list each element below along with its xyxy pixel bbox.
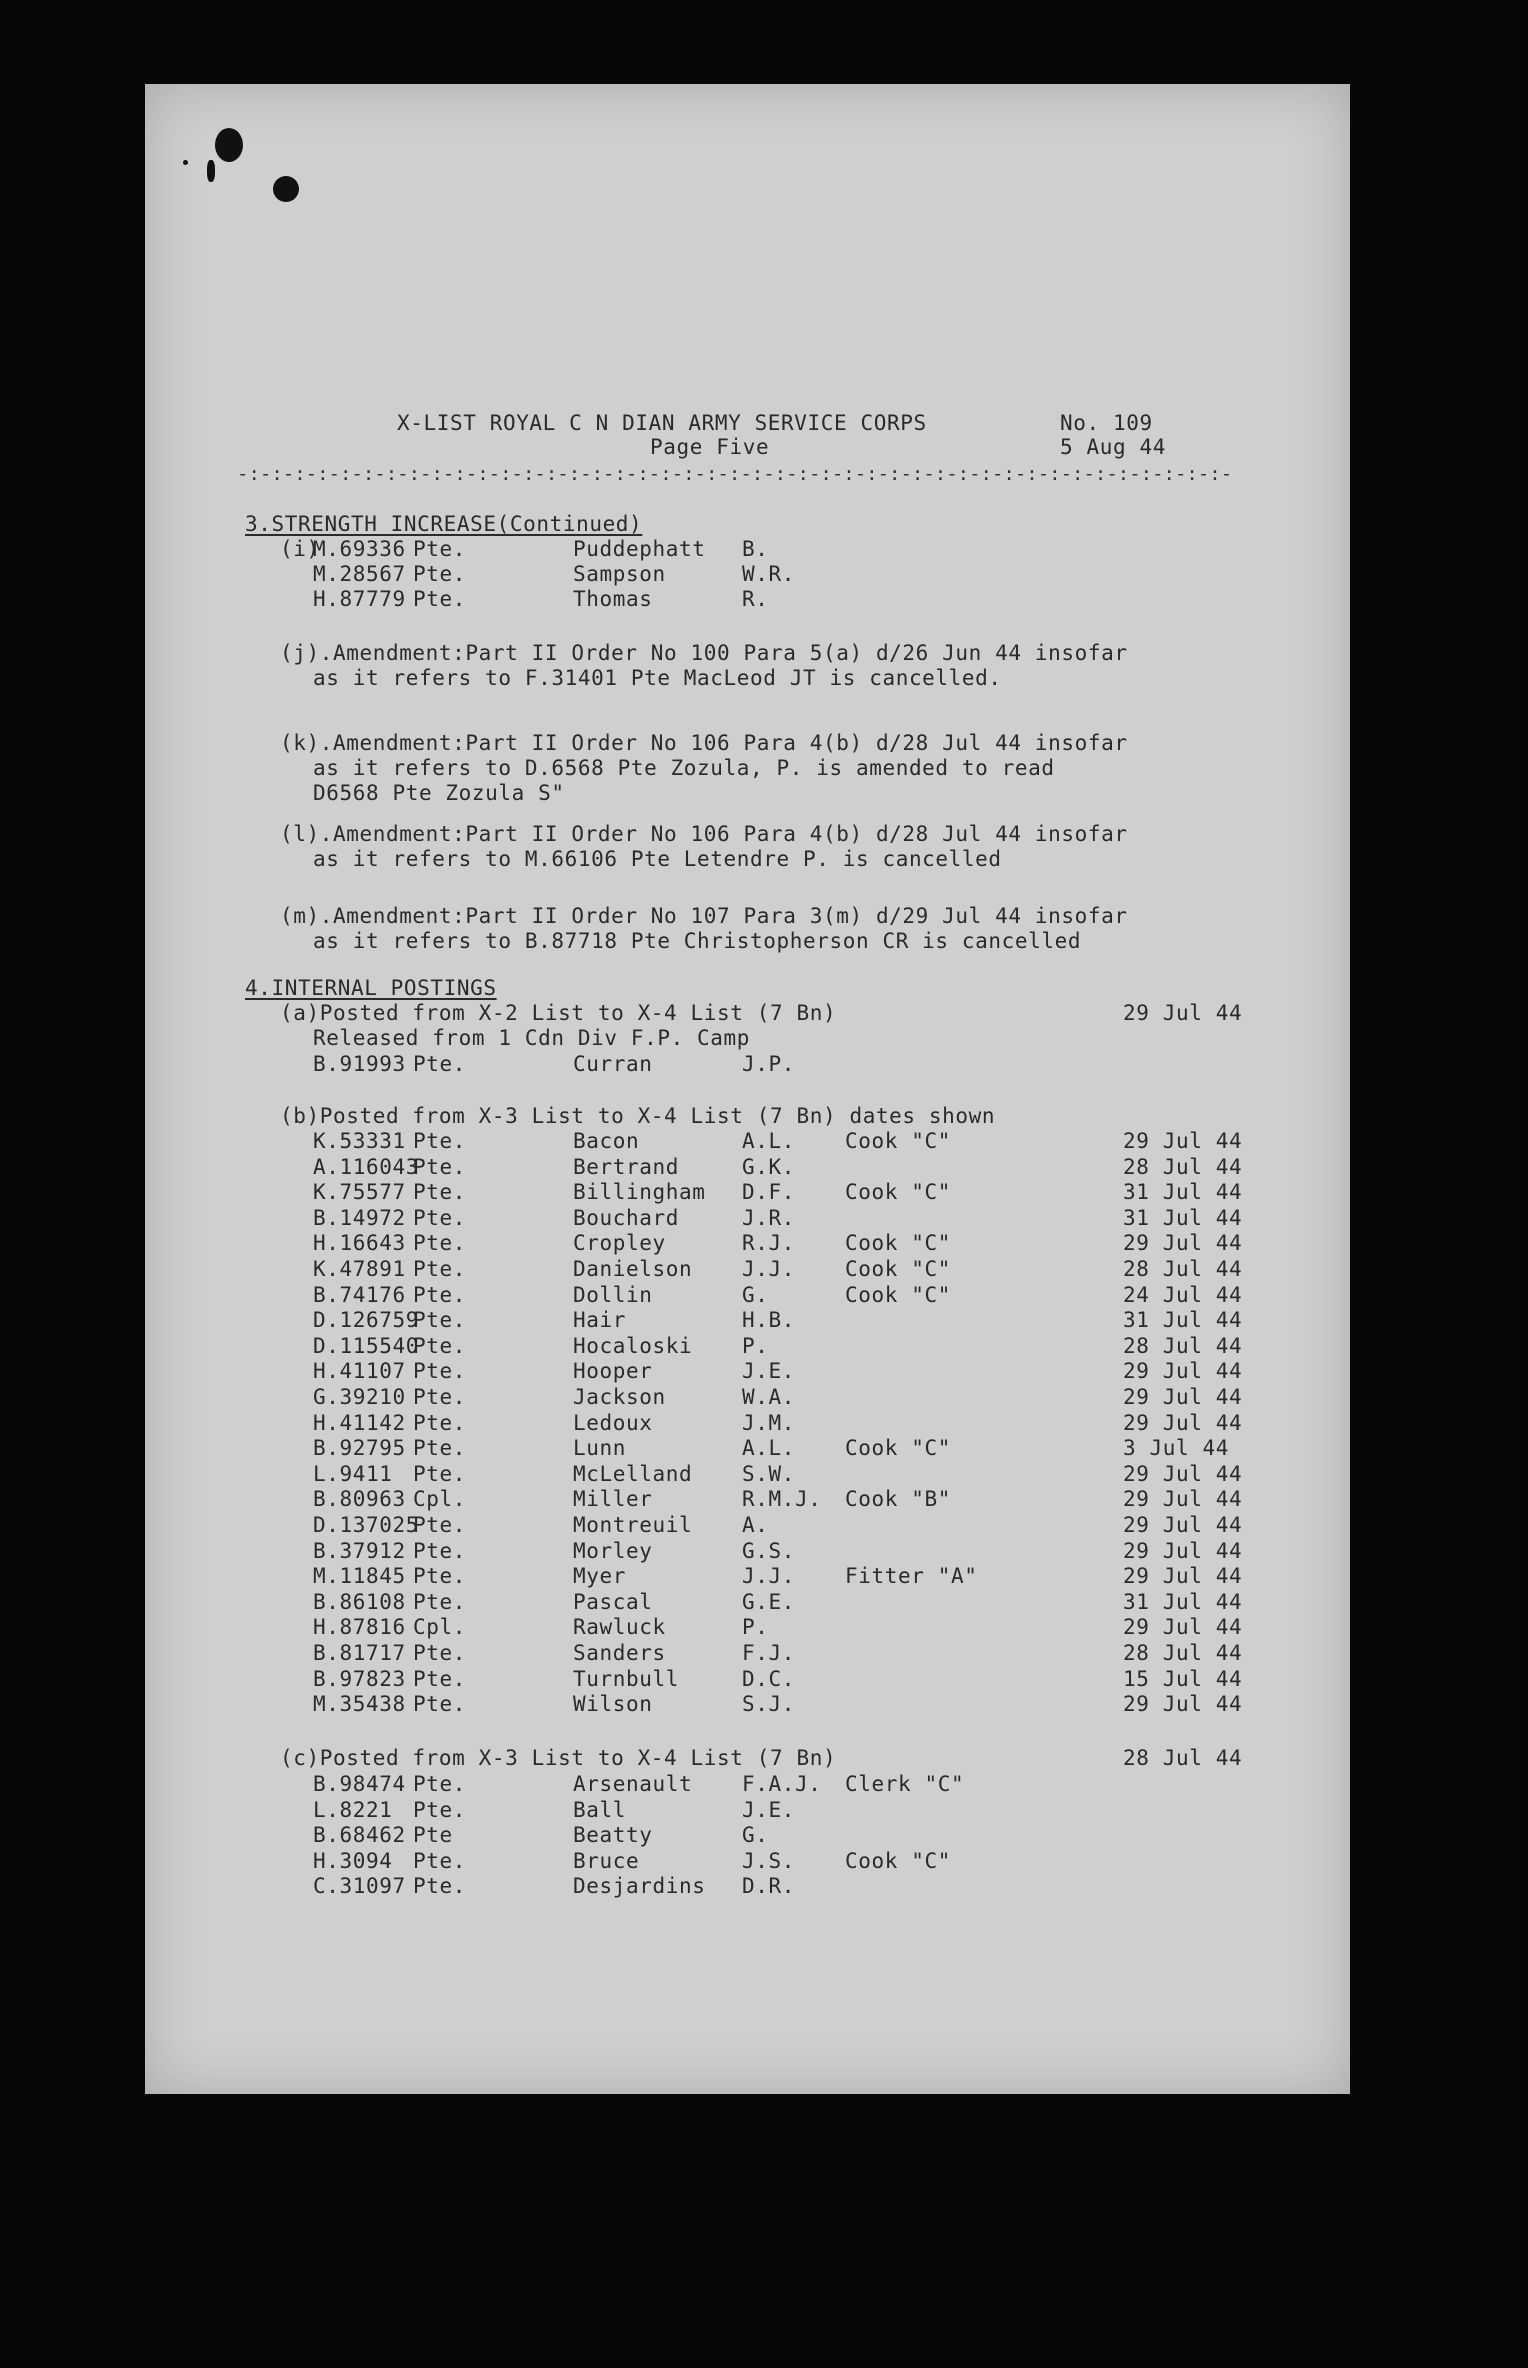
cell-rank: Pte. (413, 1692, 466, 1717)
table-row (145, 1180, 1350, 1206)
cell-init: J.J. (742, 1257, 795, 1281)
cell-no: H.16643 (313, 1231, 406, 1256)
cell-no: D.115540 (313, 1333, 419, 1358)
table-row (145, 1155, 1350, 1181)
cell-date: 29 Jul 44 (1123, 1513, 1243, 1537)
cell-name: Sampson (573, 562, 666, 586)
table-row (145, 1513, 1350, 1539)
cell-no: H.41107 (313, 1359, 406, 1384)
amendment-line2: as it refers to D.6568 Pte Zozula, P. is amended to read (313, 756, 1055, 780)
amendment-line1: (k).Amendment:Part II Order No 106 Para 4(b) d/28 Jul 44 insofar (280, 731, 1128, 755)
cell-init: J.E. (742, 1359, 795, 1384)
cell-rank: Pte. (413, 1231, 466, 1256)
cell-init: R. (742, 587, 769, 611)
table-row (145, 1283, 1350, 1309)
ink-blot (183, 160, 188, 165)
cell-date: 29 Jul 44 (1123, 1231, 1243, 1256)
cell-init: R.J. (742, 1231, 795, 1256)
table-row (145, 1590, 1350, 1616)
table-row (145, 1667, 1350, 1693)
cell-date: 29 Jul 44 (1123, 1538, 1243, 1563)
posting-a-date: 29 Jul 44 (1123, 1001, 1243, 1025)
cell-name: Miller (573, 1487, 653, 1512)
cell-init: S.W. (742, 1461, 795, 1486)
cell-init: D.R. (742, 1874, 795, 1899)
cell-no: A.116043 (313, 1154, 419, 1179)
cell-no: L.8221 (313, 1797, 393, 1822)
order-number: No. 109 (1060, 411, 1153, 435)
cell-name: Thomas (573, 587, 653, 611)
table-row (145, 587, 1350, 613)
table-row (145, 1849, 1350, 1875)
cell-no: D.137025 (313, 1513, 419, 1537)
cell-name: Rawluck (573, 1615, 666, 1640)
cell-rank: Pte. (413, 1436, 466, 1461)
section-4-heading: 4.INTERNAL POSTINGS (245, 976, 497, 1000)
cell-no: B.91993 (313, 1052, 406, 1076)
cell-rank: Pte. (413, 1797, 466, 1822)
posting-b-line: (b)Posted from X-3 List to X-4 List (7 Bn) dates shown (280, 1104, 996, 1128)
cell-name: Curran (573, 1052, 653, 1076)
cell-name: Turnbull (573, 1666, 679, 1691)
cell-name: McLelland (573, 1461, 693, 1486)
cell-date: 15 Jul 44 (1123, 1666, 1243, 1691)
cell-rank: Pte. (413, 1564, 466, 1589)
cell-init: J.P. (742, 1052, 795, 1076)
cell-name: Ball (573, 1797, 626, 1822)
cell-name: Lunn (573, 1436, 626, 1461)
cell-init: J.M. (742, 1410, 795, 1435)
cell-name: Beatty (573, 1823, 653, 1848)
cell-name: Montreuil (573, 1513, 693, 1537)
table-row (145, 1874, 1350, 1900)
table-row (145, 1129, 1350, 1155)
cell-rank: Pte. (413, 1874, 466, 1899)
cell-name: Bertrand (573, 1154, 679, 1179)
table-row (145, 1436, 1350, 1462)
cell-init: J.J. (742, 1564, 795, 1589)
cell-date: 31 Jul 44 (1123, 1205, 1243, 1230)
cell-init: P. (742, 1333, 769, 1358)
cell-rank: Pte. (413, 1589, 466, 1614)
cell-name: Bacon (573, 1129, 640, 1153)
cell-init: R.M.J. (742, 1487, 822, 1512)
cell-no: B.68462 (313, 1823, 406, 1848)
table-row (145, 1487, 1350, 1513)
cell-rank: Pte. (413, 1333, 466, 1358)
table-row (145, 1308, 1350, 1334)
table-row (145, 1052, 1350, 1078)
cell-trade: Fitter "A" (845, 1564, 978, 1589)
cell-rank: Pte. (413, 1848, 466, 1873)
cell-name: Hocaloski (573, 1333, 693, 1358)
cell-rank: Pte. (413, 1282, 466, 1307)
cell-no: M.11845 (313, 1564, 406, 1589)
cell-rank: Pte. (413, 537, 466, 561)
cell-init: P. (742, 1615, 769, 1640)
cell-no: B.74176 (313, 1282, 406, 1307)
table-row (145, 1359, 1350, 1385)
cell-init: A.L. (742, 1129, 795, 1153)
cell-no: H.87816 (313, 1615, 406, 1640)
cell-init: G.K. (742, 1154, 795, 1179)
cell-init: A. (742, 1513, 769, 1537)
cell-init: G.E. (742, 1589, 795, 1614)
cell-name: Myer (573, 1564, 626, 1589)
cell-no: B.37912 (313, 1538, 406, 1563)
ink-blot (273, 176, 299, 202)
cell-name: Pascal (573, 1589, 653, 1614)
cell-date: 29 Jul 44 (1123, 1410, 1243, 1435)
cell-no: C.31097 (313, 1874, 406, 1899)
cell-init: D.C. (742, 1666, 795, 1691)
cell-init: G.S. (742, 1538, 795, 1563)
cell-rank: Pte. (413, 1180, 466, 1205)
cell-no: B.92795 (313, 1436, 406, 1461)
cell-name: Morley (573, 1538, 653, 1563)
cell-name: Wilson (573, 1692, 653, 1717)
amendment-line2: as it refers to B.87718 Pte Christopherson CR is cancelled (313, 929, 1082, 953)
table-row (145, 1641, 1350, 1667)
cell-init: H.B. (742, 1308, 795, 1333)
cell-date: 31 Jul 44 (1123, 1308, 1243, 1333)
cell-trade: Clerk "C" (845, 1772, 965, 1796)
posting-c-line: (c)Posted from X-3 List to X-4 List (7 Bn) (280, 1746, 837, 1770)
cell-name: Hair (573, 1308, 626, 1333)
cell-rank: Pte. (413, 1308, 466, 1333)
cell-name: Cropley (573, 1231, 666, 1256)
cell-rank: Pte. (413, 587, 466, 611)
cell-name: Billingham (573, 1180, 706, 1205)
cell-no: B.86108 (313, 1589, 406, 1614)
amendment-line2: as it refers to F.31401 Pte MacLeod JT is cancelled. (313, 666, 1002, 690)
cell-init: J.R. (742, 1205, 795, 1230)
cell-init: S.J. (742, 1692, 795, 1717)
amendment-line2: as it refers to M.66106 Pte Letendre P. is cancelled (313, 847, 1002, 871)
cell-init: B. (742, 537, 769, 561)
cell-no: H.87779 (313, 587, 406, 611)
table-row (145, 1385, 1350, 1411)
cell-date: 29 Jul 44 (1123, 1487, 1243, 1512)
amendment-line3: D6568 Pte Zozula S" (313, 781, 565, 805)
cell-init: F.A.J. (742, 1772, 822, 1796)
cell-date: 28 Jul 44 (1123, 1333, 1243, 1358)
posting-a-line: (a)Posted from X-2 List to X-4 List (7 Bn) (280, 1001, 837, 1025)
cell-name: Hooper (573, 1359, 653, 1384)
cell-no: D.126759 (313, 1308, 419, 1333)
cell-trade: Cook "C" (845, 1231, 951, 1256)
cell-date: 24 Jul 44 (1123, 1282, 1243, 1307)
table-row (145, 1411, 1350, 1437)
cell-trade: Cook "C" (845, 1282, 951, 1307)
cell-name: Jackson (573, 1385, 666, 1409)
cell-no: B.14972 (313, 1205, 406, 1230)
cell-rank: Pte. (413, 1538, 466, 1563)
cell-date: 29 Jul 44 (1123, 1359, 1243, 1384)
cell-trade: Cook "C" (845, 1180, 951, 1205)
cell-no: B.98474 (313, 1772, 406, 1796)
cell-date: 29 Jul 44 (1123, 1129, 1243, 1153)
sub-i-label: (i) (280, 537, 320, 561)
cell-trade: Cook "C" (845, 1257, 951, 1281)
table-row (145, 1462, 1350, 1488)
table-row (145, 1823, 1350, 1849)
cell-rank: Pte. (413, 1513, 466, 1537)
cell-init: F.J. (742, 1641, 795, 1665)
cell-no: G.39210 (313, 1385, 406, 1409)
cell-date: 31 Jul 44 (1123, 1180, 1243, 1205)
cell-no: B.80963 (313, 1487, 406, 1512)
cell-no: M.69336 (313, 537, 406, 561)
cell-date: 29 Jul 44 (1123, 1385, 1243, 1409)
cell-date: 29 Jul 44 (1123, 1461, 1243, 1486)
cell-init: W.R. (742, 562, 795, 586)
cell-init: A.L. (742, 1436, 795, 1461)
cell-rank: Pte. (413, 1129, 466, 1153)
cell-name: Desjardins (573, 1874, 706, 1899)
cell-rank: Cpl. (413, 1615, 466, 1640)
cell-rank: Pte. (413, 1052, 466, 1076)
cell-init: J.S. (742, 1848, 795, 1873)
cell-date: 29 Jul 44 (1123, 1564, 1243, 1589)
amendment-line1: (j).Amendment:Part II Order No 100 Para 5(a) d/26 Jun 44 insofar (280, 641, 1128, 665)
cell-name: Danielson (573, 1257, 693, 1281)
document-page (145, 84, 1350, 2094)
cell-no: K.47891 (313, 1257, 406, 1281)
cell-trade: Cook "B" (845, 1487, 951, 1512)
cell-trade: Cook "C" (845, 1436, 951, 1461)
cell-date: 28 Jul 44 (1123, 1154, 1243, 1179)
cell-no: H.41142 (313, 1410, 406, 1435)
posting-a-release: Released from 1 Cdn Div F.P. Camp (313, 1026, 751, 1050)
header-title: X-LIST ROYAL C N DIAN ARMY SERVICE CORPS (397, 411, 927, 435)
cell-init: G. (742, 1823, 769, 1848)
table-row (145, 562, 1350, 588)
cell-name: Bouchard (573, 1205, 679, 1230)
cell-date: 31 Jul 44 (1123, 1589, 1243, 1614)
cell-name: Puddephatt (573, 537, 706, 561)
cell-name: Arsenault (573, 1772, 693, 1796)
cell-no: K.53331 (313, 1129, 406, 1153)
cell-date: 29 Jul 44 (1123, 1615, 1243, 1640)
cell-no: M.28567 (313, 562, 406, 586)
cell-date: 28 Jul 44 (1123, 1641, 1243, 1665)
cell-rank: Pte. (413, 1154, 466, 1179)
ink-blot (207, 160, 215, 182)
cell-rank: Pte. (413, 1641, 466, 1665)
cell-init: J.E. (742, 1797, 795, 1822)
cell-rank: Pte (413, 1823, 453, 1848)
table-row (145, 537, 1350, 563)
cell-rank: Pte. (413, 1359, 466, 1384)
table-row (145, 1615, 1350, 1641)
cell-init: G. (742, 1282, 769, 1307)
separator-line: -:-:-:-:-:-:-:-:-:-:-:-:-:-:-:-:-:-:-:-:-:-:-:-:-:-:-:-:-:-:-:-:-:-:-:-:-:-:-:-:-:-:-:- (237, 463, 1233, 485)
cell-no: K.75577 (313, 1180, 406, 1205)
cell-trade: Cook "C" (845, 1848, 951, 1873)
table-row (145, 1772, 1350, 1798)
cell-rank: Pte. (413, 1385, 466, 1409)
cell-date: 29 Jul 44 (1123, 1692, 1243, 1717)
cell-name: Bruce (573, 1848, 640, 1873)
cell-rank: Pte. (413, 1666, 466, 1691)
posting-c-date: 28 Jul 44 (1123, 1746, 1243, 1770)
cell-rank: Pte. (413, 1257, 466, 1281)
cell-name: Ledoux (573, 1410, 653, 1435)
cell-no: M.35438 (313, 1692, 406, 1717)
order-date: 5 Aug 44 (1060, 435, 1166, 459)
ink-blot (215, 128, 243, 162)
cell-no: B.97823 (313, 1666, 406, 1691)
amendment-line1: (m).Amendment:Part II Order No 107 Para 3(m) d/29 Jul 44 insofar (280, 904, 1128, 928)
cell-rank: Cpl. (413, 1487, 466, 1512)
cell-init: W.A. (742, 1385, 795, 1409)
cell-name: Dollin (573, 1282, 653, 1307)
cell-name: Sanders (573, 1641, 666, 1665)
cell-no: B.81717 (313, 1641, 406, 1665)
cell-date: 3 Jul 44 (1123, 1436, 1229, 1461)
table-row (145, 1231, 1350, 1257)
page-label: Page Five (650, 435, 770, 459)
cell-rank: Pte. (413, 1205, 466, 1230)
section-3-heading: 3.STRENGTH INCREASE(Continued) (245, 512, 643, 536)
cell-init: D.F. (742, 1180, 795, 1205)
cell-trade: Cook "C" (845, 1129, 951, 1153)
table-row (145, 1564, 1350, 1590)
cell-no: L.9411 (313, 1461, 393, 1486)
cell-rank: Pte. (413, 1772, 466, 1796)
cell-no: H.3094 (313, 1848, 393, 1873)
table-row (145, 1692, 1350, 1718)
amendment-line1: (l).Amendment:Part II Order No 106 Para 4(b) d/28 Jul 44 insofar (280, 822, 1128, 846)
table-row (145, 1539, 1350, 1565)
table-row (145, 1334, 1350, 1360)
cell-rank: Pte. (413, 1410, 466, 1435)
cell-rank: Pte. (413, 1461, 466, 1486)
cell-rank: Pte. (413, 562, 466, 586)
cell-date: 28 Jul 44 (1123, 1257, 1243, 1281)
table-row (145, 1798, 1350, 1824)
table-row (145, 1257, 1350, 1283)
table-row (145, 1206, 1350, 1232)
